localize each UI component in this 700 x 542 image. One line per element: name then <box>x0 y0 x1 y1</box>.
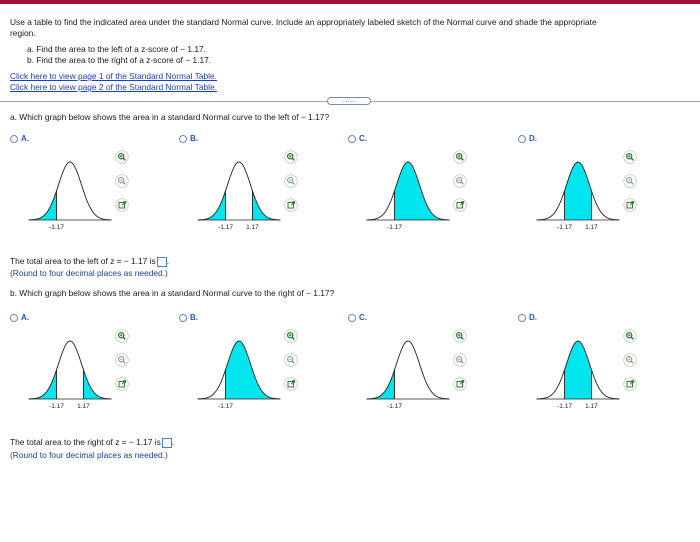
part-a-option-d-shaded-region <box>565 162 592 220</box>
part-b-answer-input[interactable] <box>162 437 175 448</box>
part-b-answer-prompt: The total area to the right of z = − 1.17 is <box>10 437 161 447</box>
part-a-option-b-shaded-region <box>252 191 280 220</box>
part-b-option-b-tick-label: -1.17 <box>218 403 233 410</box>
part-b-option-d-normal-graph <box>533 335 623 413</box>
part-a-option-a-label: A. <box>21 134 29 143</box>
part-a-option-a-zoom-in-icon[interactable] <box>115 150 129 164</box>
part-a-answer-input[interactable] <box>157 256 170 267</box>
part-b-option-d-open-new-window-icon[interactable] <box>623 377 637 391</box>
part-a-option-b-zoom-out-icon[interactable] <box>284 174 298 188</box>
part-b-option-a-tick-label: -1.17 <box>49 403 64 410</box>
part-b-option-c-open-new-window-icon[interactable] <box>453 377 467 391</box>
part-a-option-b-zoom-in-icon[interactable] <box>284 150 298 164</box>
part-b-option-b-radio[interactable] <box>179 314 187 322</box>
part-b-answer-period: . <box>171 437 175 447</box>
part-a-option-b-tick-label: 1.17 <box>246 224 259 231</box>
part-b-round-hint: (Round to four decimal places as needed.) <box>10 450 168 460</box>
part-a-option-c-open-new-window-icon[interactable] <box>453 198 467 212</box>
part-a-option-a-open-new-window-icon[interactable] <box>115 198 129 212</box>
part-a-option-c-zoom-out-icon[interactable] <box>453 174 467 188</box>
part-b-option-a-label: A. <box>21 313 29 322</box>
part-a-option-b-radio-label[interactable] <box>179 134 198 143</box>
part-b-option-c-radio-label[interactable] <box>348 313 367 322</box>
part-a-option-d-radio[interactable] <box>518 135 526 143</box>
part-b-option-c-zoom-out-icon[interactable] <box>453 353 467 367</box>
instructions-line1: Use a table to find the indicated area under the standard Normal curve. Include an appropriately labeled sketch of the Normal curve and shade the appropriate <box>10 17 597 27</box>
part-b-option-a-open-new-window-icon[interactable] <box>115 377 129 391</box>
part-b-option-d-zoom-out-icon[interactable] <box>623 353 637 367</box>
part-a-option-a-shaded-region <box>29 192 57 220</box>
table-page1-link[interactable]: Click here to view page 1 of the Standard Normal Table. <box>10 71 218 81</box>
part-a-question: a. Which graph below shows the area in a standard Normal curve to the left of − 1.17? <box>10 112 330 122</box>
part-a-option-c-zoom-in-icon[interactable] <box>453 150 467 164</box>
part-a-answer-prompt: The total area to the left of z = − 1.17 is <box>10 256 156 266</box>
expand-more-button[interactable]: ..... <box>327 97 371 105</box>
part-b-option-a-shaded-region <box>83 370 111 399</box>
part-a-option-b-normal-curve <box>198 162 281 220</box>
part-b-answer-line <box>10 437 174 448</box>
part-a-option-b-radio[interactable] <box>179 135 187 143</box>
part-b-option-c-zoom-in-icon[interactable] <box>453 329 467 343</box>
part-a-option-d-zoom-in-icon[interactable] <box>623 150 637 164</box>
part-b-option-a-normal-graph <box>25 335 115 413</box>
part-a-option-d-normal-graph <box>533 156 623 234</box>
part-a-round-hint: (Round to four decimal places as needed.) <box>10 268 168 278</box>
part-b-option-b-zoom-out-icon[interactable] <box>284 353 298 367</box>
table-page2-link[interactable]: Click here to view page 2 of the Standard Normal Table. <box>10 82 218 92</box>
part-a-option-a-tick-label: -1.17 <box>49 224 64 231</box>
top-accent-bar <box>0 0 700 4</box>
part-a-option-c-normal-graph <box>363 156 453 234</box>
part-b-option-b-open-new-window-icon[interactable] <box>284 377 298 391</box>
instructions-line2: region. <box>10 28 36 38</box>
part-a-option-b-open-new-window-icon[interactable] <box>284 198 298 212</box>
part-b-option-d-radio[interactable] <box>518 314 526 322</box>
part-a-option-d-tick-label: -1.17 <box>557 224 572 231</box>
part-b-question: b. Which graph below shows the area in a standard Normal curve to the right of − 1.17? <box>10 288 335 298</box>
part-b-option-b-label: B. <box>190 313 198 322</box>
part-b-option-b-normal-graph <box>194 335 284 413</box>
part-b-option-b-radio-label[interactable] <box>179 313 198 322</box>
part-b-option-d-radio-label[interactable] <box>518 313 537 322</box>
part-b-option-d-tick-label: 1.17 <box>585 403 598 410</box>
part-a-option-a-zoom-out-icon[interactable] <box>115 174 129 188</box>
part-b-option-d-shaded-region <box>565 341 592 399</box>
part-b-option-c-normal-curve <box>367 341 450 399</box>
part-a-answer-period: . <box>166 256 170 266</box>
part-a-option-d-label: D. <box>529 134 537 143</box>
part-b-option-c-normal-graph <box>363 335 453 413</box>
part-b-option-c-label: C. <box>359 313 367 322</box>
task-b-text: b. Find the area to the right of a z-score of − 1.17. <box>27 55 212 65</box>
part-a-option-a-radio[interactable] <box>10 135 18 143</box>
part-a-option-d-tick-label: 1.17 <box>585 224 598 231</box>
part-a-option-b-normal-graph <box>194 156 284 234</box>
part-b-option-a-zoom-out-icon[interactable] <box>115 353 129 367</box>
part-a-option-c-radio[interactable] <box>348 135 356 143</box>
part-a-option-a-normal-graph <box>25 156 115 234</box>
part-b-option-c-tick-label: -1.17 <box>387 403 402 410</box>
part-a-option-d-open-new-window-icon[interactable] <box>623 198 637 212</box>
part-b-option-d-zoom-in-icon[interactable] <box>623 329 637 343</box>
part-a-option-a-normal-curve <box>29 162 112 220</box>
part-a-option-c-tick-label: -1.17 <box>387 224 402 231</box>
part-b-option-a-shaded-region <box>29 371 57 399</box>
part-a-option-b-label: B. <box>190 134 198 143</box>
part-b-option-b-zoom-in-icon[interactable] <box>284 329 298 343</box>
part-b-option-a-tick-label: 1.17 <box>77 403 90 410</box>
part-b-option-a-normal-curve <box>29 341 112 399</box>
part-b-option-d-label: D. <box>529 313 537 322</box>
part-a-option-b-shaded-region <box>198 192 226 220</box>
part-b-option-a-radio[interactable] <box>10 314 18 322</box>
part-a-option-a-radio-label[interactable] <box>10 134 29 143</box>
part-a-option-b-tick-label: -1.17 <box>218 224 233 231</box>
part-a-option-c-label: C. <box>359 134 367 143</box>
part-a-option-d-radio-label[interactable] <box>518 134 537 143</box>
part-a-option-c-radio-label[interactable] <box>348 134 367 143</box>
part-b-option-c-shaded-region <box>367 371 395 399</box>
part-b-option-c-radio[interactable] <box>348 314 356 322</box>
part-a-answer-line <box>10 256 169 267</box>
part-b-option-a-radio-label[interactable] <box>10 313 29 322</box>
task-a-text: a. Find the area to the left of a z-score of − 1.17. <box>27 44 207 54</box>
part-b-option-d-tick-label: -1.17 <box>557 403 572 410</box>
part-a-option-d-zoom-out-icon[interactable] <box>623 174 637 188</box>
part-b-option-a-zoom-in-icon[interactable] <box>115 329 129 343</box>
